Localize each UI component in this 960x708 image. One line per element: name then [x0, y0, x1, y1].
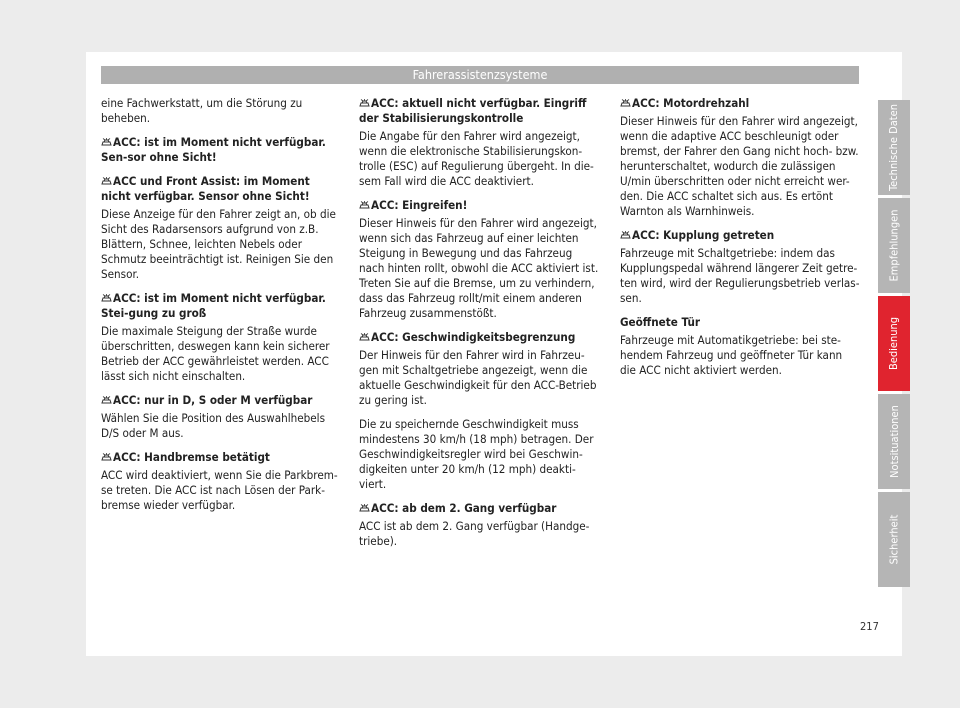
paragraph: Die maximale Steigung der Straße wurde überschritten, deswegen kann kein sicherer Betrieb der ACC gewährleistet werden. ACC lässt sich nicht einschalten.	[101, 324, 330, 383]
acc-car-warning-icon	[359, 201, 370, 210]
heading-text: ACC: Eingreifen!	[371, 198, 468, 212]
chapter-header: Fahrerassistenzsysteme	[101, 66, 859, 84]
section-heading	[101, 291, 341, 321]
heading-text: ACC: aktuell nicht verfügbar. Eingriff der Stabilisierungskontrolle	[359, 96, 587, 125]
text-column-1	[101, 96, 341, 522]
section-heading	[359, 96, 599, 126]
section-heading	[101, 135, 341, 165]
paragraph: Diese Anzeige für den Fahrer zeigt an, ob die Sicht des Radarsensors aufgrund von z.B. Blättern, Schnee, leichten Nebels oder Schmutz beeinträchtigt ist. Reinigen Sie den Sensor.	[101, 207, 336, 281]
section-heading	[101, 450, 341, 465]
section-heading	[359, 198, 599, 213]
acc-car-warning-icon	[101, 138, 112, 147]
acc-car-warning-icon	[620, 99, 631, 108]
section-heading	[101, 174, 341, 204]
heading-text: ACC und Front Assist: im Moment nicht verfügbar. Sensor ohne Sicht!	[101, 174, 310, 203]
heading-text: ACC: Motordrehzahl	[632, 96, 750, 110]
tab-notsituationen[interactable]: Notsituationen	[878, 394, 910, 489]
paragraph: Der Hinweis für den Fahrer wird in Fahrzeu-gen mit Schaltgetriebe angezeigt, wenn die aktuelle Geschwindigkeit für den ACC-Betrieb zu gering ist.	[359, 348, 597, 407]
section-heading	[359, 501, 599, 516]
heading-text: ACC: Geschwindigkeitsbegrenzung	[371, 330, 576, 344]
tab-empfehlungen[interactable]: Empfehlungen	[878, 198, 910, 293]
section-heading	[620, 228, 860, 243]
tab-bedienung[interactable]: Bedienung	[878, 296, 910, 391]
section-heading	[620, 96, 860, 111]
text-column-3	[620, 96, 860, 387]
heading-text: ACC: ist im Moment nicht verfügbar. Sen-sor ohne Sicht!	[101, 135, 326, 164]
acc-car-warning-icon	[359, 333, 370, 342]
paragraph: Dieser Hinweis für den Fahrer wird angezeigt, wenn sich das Fahrzeug auf einer leichten Steigung in Bewegung und das Fahrzeug nach hinten rollt, obwohl die ACC aktiviert ist. Treten Sie auf die Bremse, um zu verhindern, dass das Fahrzeug rollt/mit einem anderen Fahrzeug zusammenstößt.	[359, 216, 599, 320]
page-number: 217	[860, 620, 879, 633]
heading-text: ACC: nur in D, S oder M verfügbar	[113, 393, 313, 407]
section-heading: Geöffnete Tür	[620, 315, 701, 329]
paragraph: Wählen Sie die Position des Auswahlhebels D/S oder M aus.	[101, 411, 326, 440]
chapter-tabs	[878, 0, 910, 708]
acc-car-warning-icon	[359, 504, 370, 513]
heading-text: ACC: Kupplung getreten	[632, 228, 775, 242]
acc-car-warning-icon	[359, 99, 370, 108]
acc-car-warning-icon	[101, 453, 112, 462]
paragraph: Die Angabe für den Fahrer wird angezeigt, wenn die elektronische Stabilisierungskon-trolle (ESC) auf Regulierung übergeht. In die-sem Fall wird die ACC deaktiviert.	[359, 129, 594, 188]
paragraph: eine Fachwerkstatt, um die Störung zu beheben.	[101, 96, 303, 125]
heading-text: ACC: Handbremse betätigt	[113, 450, 270, 464]
acc-car-warning-icon	[101, 294, 112, 303]
paragraph: ACC wird deaktiviert, wenn Sie die Parkbrem-se treten. Die ACC ist nach Lösen der Park-bremse wieder verfügbar.	[101, 468, 338, 512]
acc-car-warning-icon	[101, 177, 112, 186]
tab-technische-daten[interactable]: Technische Daten	[878, 100, 910, 195]
acc-car-warning-icon	[620, 231, 631, 240]
tab-sicherheit[interactable]: Sicherheit	[878, 492, 910, 587]
paragraph: Die zu speichernde Geschwindigkeit muss mindestens 30 km/h (18 mph) betragen. Der Geschwindigkeitsregler wird bei Geschwin-digkeiten unter 20 km/h (12 mph) deakti-viert.	[359, 417, 594, 491]
paragraph: Fahrzeuge mit Automatikgetriebe: bei ste-hendem Fahrzeug und geöffneter Tür kann die ACC nicht aktiviert werden.	[620, 333, 843, 377]
heading-text: ACC: ab dem 2. Gang verfügbar	[371, 501, 557, 515]
acc-car-warning-icon	[101, 396, 112, 405]
section-heading	[359, 330, 599, 345]
text-column-2	[359, 96, 599, 558]
paragraph: Fahrzeuge mit Schaltgetriebe: indem das Kupplungspedal während längerer Zeit getre-ten wird, wird der Regulierungsbetrieb verlas-sen.	[620, 246, 860, 305]
paragraph: ACC ist ab dem 2. Gang verfügbar (Handge-triebe).	[359, 519, 590, 548]
heading-text: ACC: ist im Moment nicht verfügbar. Stei-gung zu groß	[101, 291, 326, 320]
paragraph: Dieser Hinweis für den Fahrer wird angezeigt, wenn die adaptive ACC beschleunigt oder bremst, der Fahrer den Gang nicht hoch- bzw. herunterschaltet, wodurch die zulässigen U/min überschritten oder nicht erreicht wer-den. Die ACC schaltet sich aus. Es ertönt Warnton als Warnhinweis.	[620, 114, 859, 218]
section-heading	[101, 393, 341, 408]
